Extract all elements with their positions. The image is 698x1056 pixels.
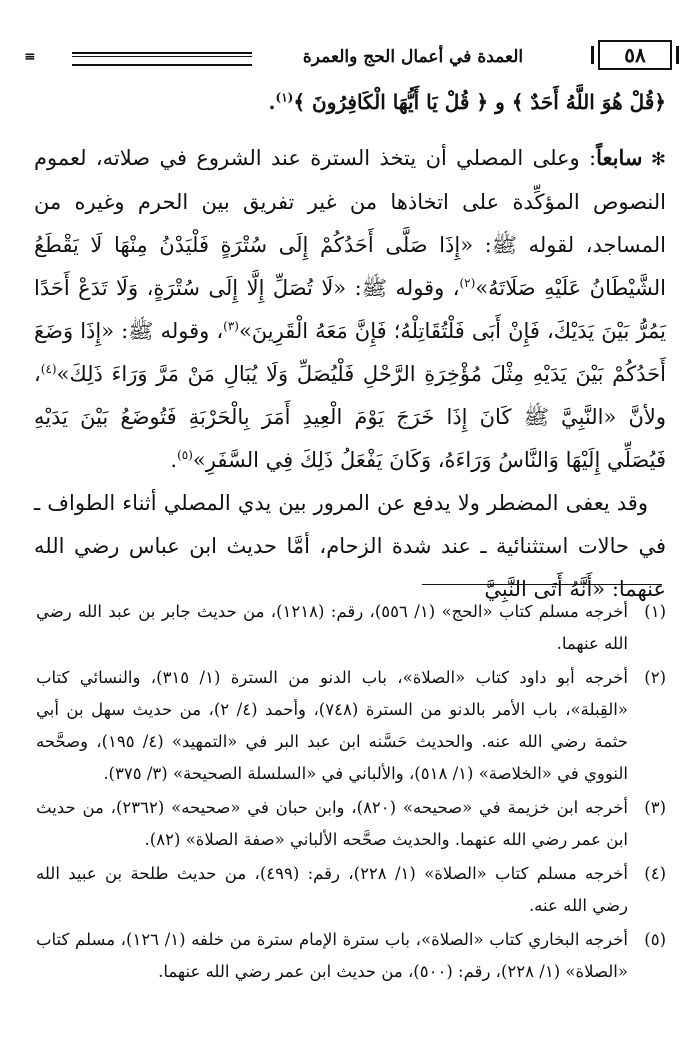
paragraph-lead: سابعاً xyxy=(596,145,643,170)
footnote-number: (٥) xyxy=(644,930,666,949)
footnote-text: أخرجه ابن خزيمة في «صحيحه» (٨٢٠)، وابن حبان في «صحيحه» (٢٣٦٢)، من حديث ابن عمر رضي الله عنهما. والحديث صحَّحه الألباني «صفة الصلاة» (٨٢). xyxy=(36,798,628,849)
page-number xyxy=(598,40,672,70)
paragraph-text-e: وقد يعفى المضطر ولا يدفع عن المرور بين يدي المصلي أثناء الطواف ـ في حالات استثنائية ـ عند شدة الزحام، أمَّا حديث ابن عباس رضي الله عنهما: «أَنَّهُ أَتَى النَّبِيَّ xyxy=(34,491,666,601)
paragraph-text-b: ، وقوله ﷺ: «لَا تُصَلِّ إِلَّا إِلَى سُتْرَةٍ، وَلَا تَدَعْ أَحَدًا يَمُرُّ بَيْنَ يَدَيْكَ، فَإِنْ أَبَى فَلْتُقَاتِلْهُ؛ فَإِنَّ مَعَهُ الْقَرِينَ» xyxy=(34,276,666,343)
footnote xyxy=(36,858,666,922)
footnote-ref-2: (٢) xyxy=(459,276,476,290)
footnote-ref-4: (٤) xyxy=(40,362,57,376)
footnote-ref-1: (١) xyxy=(275,90,294,105)
footnote-number: (٤) xyxy=(644,864,666,883)
footnote-text: أخرجه أبو داود كتاب «الصلاة»، باب الدنو من السترة (١/ ٣١٥)، والنسائي كتاب «القِبلة»، باب الأمر بالدنو من السترة (٧٤٨)، وأحمد (٤/ ٢)، من حديث سهل بن أبي حثمة رضي الله عنه. والحديث حَسَّنه ابن عبد البر في «التمهيد» (٤/ ١٩٥)، وصحَّحه النووي في «الخلاصة» (١/ ٥١٨)، والألباني في «السلسلة الصحيحة» (٣/ ٣٧٥). xyxy=(36,668,628,783)
page-number-value: ٥٨ xyxy=(624,43,646,67)
footnote-number: (٣) xyxy=(644,798,666,817)
star-bullet-icon: ✻ xyxy=(642,149,666,170)
quran-verses xyxy=(34,80,666,124)
header-rule-left xyxy=(72,52,252,66)
footnote xyxy=(36,792,666,856)
paragraph-text-a: : وعلى المصلي أن يتخذ السترة عند الشروع في صلاته، لعموم النصوص المؤكِّدة على اتخاذها من غير تفريق بين الحرم وغيره من المساجد، لقوله ﷺ: «إِذَا صَلَّى أَحَدُكُمْ إِلَى سُتْرَةٍ فَلْيَدْنُ مِنْهَا لَا يَقْطَعُ الشَّيْطَانُ عَلَيْهِ صَلَاتَهُ» xyxy=(34,146,667,300)
paragraph-end: . xyxy=(170,448,178,472)
footnote-ref-5: (٥) xyxy=(177,448,193,462)
header-ornament-icon: ≡ xyxy=(24,49,36,65)
running-header xyxy=(22,40,678,74)
running-title: العمدة في أعمال الحج والعمرة xyxy=(258,44,568,70)
footnote xyxy=(36,662,666,790)
quran-end: . xyxy=(268,90,276,114)
footnote-separator xyxy=(422,584,662,585)
footnote xyxy=(36,924,666,988)
footnote xyxy=(36,596,666,660)
paragraph-exception xyxy=(34,482,666,611)
main-text xyxy=(34,80,666,611)
paragraph-seventh xyxy=(34,136,666,482)
footnote-text: أخرجه البخاري كتاب «الصلاة»، باب سترة الإمام سترة من خلفه (١/ ١٢٦)، مسلم كتاب «الصلاة» (١/ ٢٢٨)، رقم: (٥٠٠)، من حديث ابن عمر رضي الله عنهما. xyxy=(36,930,628,981)
paragraph-text-d: ، ولأنَّ «النَّبِيَّ ﷺ كَانَ إِذَا خَرَجَ يَوْمَ الْعِيدِ أَمَرَ بِالْحَرْبَةِ فَتُوضَعُ بَيْنَ يَدَيْهِ فَيُصَلِّي إِلَيْهَا وَالنَّاسُ وَرَاءَهُ، وَكَانَ يَفْعَلُ ذَلِكَ فِي السَّفَرِ» xyxy=(34,362,666,472)
footnote-number: (٢) xyxy=(644,668,666,687)
footnote-text: أخرجه مسلم كتاب «الصلاة» (١/ ٢٢٨)، رقم: (٤٩٩)، من حديث طلحة بن عبيد الله رضي الله عنه. xyxy=(36,864,628,915)
footnotes xyxy=(36,596,666,990)
quran-text: ﴿قُلْ هُوَ اللَّهُ أَحَدٌ ﴾ و ﴿ قُلْ يَا أَيُّهَا الْكَافِرُونَ ﴾ xyxy=(293,90,666,114)
footnote-ref-3: (٣) xyxy=(223,319,239,333)
footnote-number: (١) xyxy=(644,602,666,621)
footnote-text: أخرجه مسلم كتاب «الحج» (١/ ٥٥٦)، رقم: (١٢١٨)، من حديث جابر بن عبد الله رضي الله عنهما. xyxy=(36,602,628,653)
paragraph-text-c: ، وقوله ﷺ: «إِذَا وَضَعَ أَحَدُكُمْ بَيْنَ يَدَيْهِ مِثْلَ مُؤْخِرَةِ الرَّحْلِ فَلْيُصَلِّ وَلَا يُبَالِ مَنْ مَرَّ وَرَاءَ ذَلِكَ» xyxy=(34,319,666,386)
